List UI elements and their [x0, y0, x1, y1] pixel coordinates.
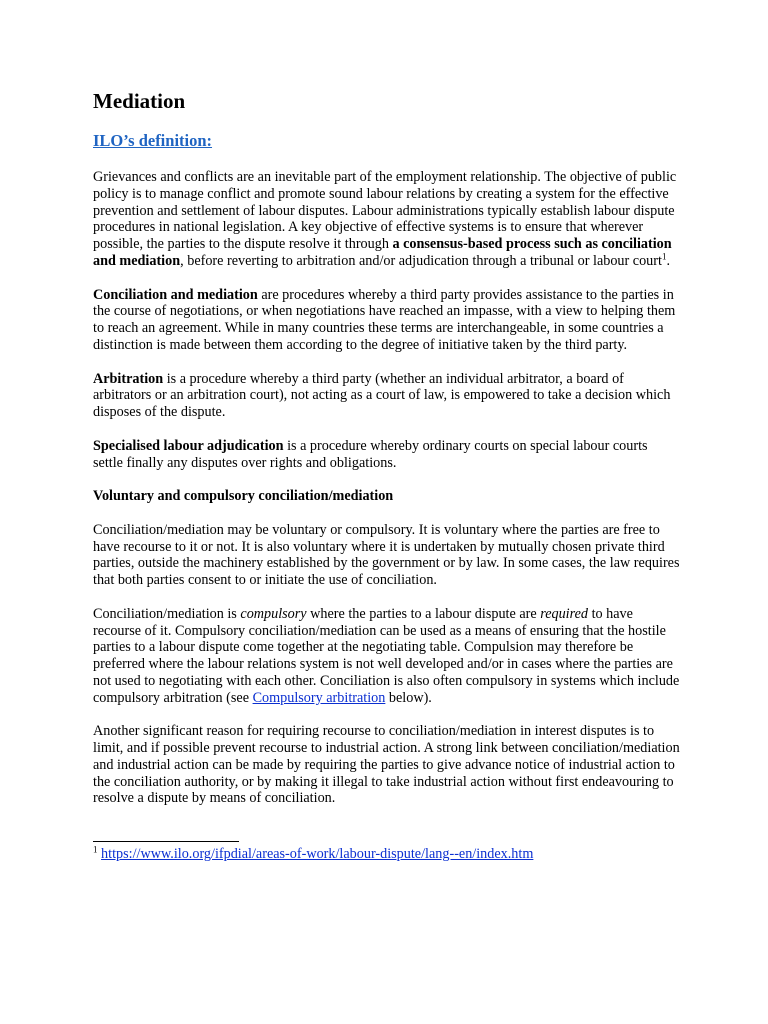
page-title: Mediation: [93, 89, 186, 113]
footnote-divider: [93, 841, 239, 842]
footnote-ref[interactable]: 1: [661, 251, 667, 262]
footnote: [93, 846, 681, 863]
compulsory-arbitration-link[interactable]: Compulsory arbitration: [252, 689, 386, 706]
paragraph-intro: Grievances and conflicts are an inevitable part of the employment relationship. The objective of public policy is to manage conflict and promote sound labour relations by creating a system for the effective prevention and settlement of labour disputes. Labour administrations typically establish labour dispute procedures in national legislation. A key objective of effective systems is to ensure that wherever possible, the parties to the dispute resolve it through a consensus-based process such as conciliation and mediation, before reverting to arbitration and/or adjudication through a tribunal or labour court$^1$.: [93, 169, 677, 269]
paragraph-compulsory: Conciliation/mediation is compulsory where the parties to a labour dispute are required to have recourse of it. Compulsory conciliation/mediation can be used as a means of ensuring that the hostile parties to a labour dispute come together at the negotiating table. Compulsion may therefore be preferred where the labour relations system is not well developed and/or in cases where the parties are not used to negotiating with each other. Conciliation is also often compulsory in systems which include compulsory arbitration (see Compulsory arbitration below).: [93, 605, 680, 706]
footnote-url-link[interactable]: https://www.ilo.org/ifpdial/areas-of-work/labour-dispute/lang--en/index.htm: [101, 846, 534, 863]
paragraph-voluntary: Conciliation/mediation may be voluntary or compulsory. It is voluntary where the parties are free to have recourse to it or not. It is also voluntary where it is undertaken by mutually chosen private third parties, outside the machinery established by the government or by law. In some cases, the law requires that both parties consent to or initiate the use of conciliation.: [93, 521, 680, 589]
footnote-number: 1: [93, 844, 98, 855]
subheading-voluntary-compulsory: Voluntary and compulsory conciliation/mediation: [93, 488, 394, 505]
paragraph-conciliation: Conciliation and mediation are procedures whereby a third party provides assistance to the parties in the course of negotiations, or when negotiations have reached an impasse, with a view to helping them to reach an agreement. While in many countries these terms are interchangeable, in some countries a distinction is made between them according to the degree of initiative taken by the third party.: [93, 286, 676, 353]
paragraph-industrial-action: Another significant reason for requiring recourse to conciliation/mediation in interest disputes is to limit, and if possible prevent recourse to industrial action. A strong link between conciliation/mediation and industrial action can be made by requiring the parties to give advance notice of industrial action to the conciliation authority, or by making it illegal to take industrial action without first endeavouring to resolve a dispute by means of conciliation.: [93, 723, 680, 807]
document-body: [93, 88, 681, 863]
section-heading-ilo-definition: ILO’s definition:: [93, 131, 213, 150]
paragraph-adjudication: Specialised labour adjudication is a procedure whereby ordinary courts on special labour courts settle finally any disputes over rights and obligations.: [93, 437, 648, 471]
paragraph-arbitration: Arbitration is a procedure whereby a third party (whether an individual arbitrator, a board of arbitrators or an arbitration court), not acting as a court of law, is empowered to take a decision which disposes of the dispute.: [93, 370, 671, 421]
